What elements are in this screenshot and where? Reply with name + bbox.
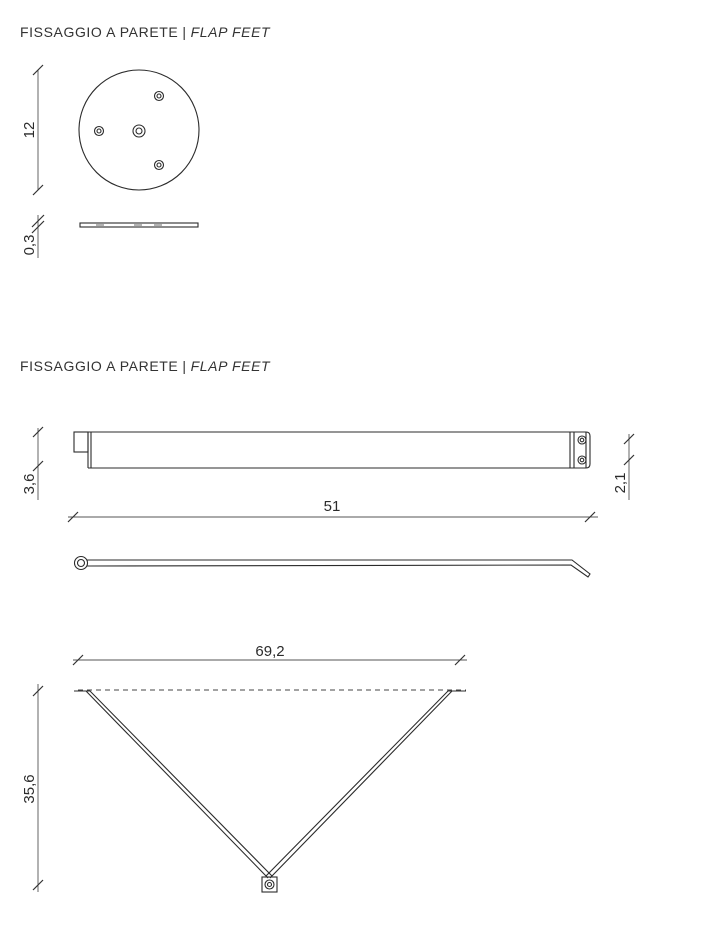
plate-screw-hole — [155, 161, 164, 170]
dimension-label-plate-thickness: 0,3 — [21, 234, 38, 256]
dimension-bar-length — [68, 498, 598, 522]
dimension-bracket-height — [21, 684, 43, 892]
plate-screw-hole — [95, 127, 104, 136]
bar-end-hole — [578, 456, 586, 464]
wall-plate-top-view — [79, 70, 199, 190]
section-1-subtitle: FLAP FEET — [190, 24, 271, 40]
dimension-bar-end-height — [612, 434, 634, 500]
section-2-title: FISSAGGIO A PARETE — [20, 358, 179, 374]
dimension-bar-height — [21, 427, 43, 500]
dimension-plate-thickness — [21, 215, 44, 258]
bar-top-view — [75, 557, 591, 578]
section-1-title: FISSAGGIO A PARETE — [20, 24, 179, 40]
bar-end-hole — [578, 436, 586, 444]
bracket-front-view — [74, 690, 466, 892]
dimension-bracket-width — [73, 643, 467, 665]
heading-separator: | — [182, 24, 187, 40]
plate-screw-hole — [155, 92, 164, 101]
dimension-label-plate-diameter: 12 — [21, 121, 38, 139]
heading-separator: | — [182, 358, 187, 374]
dimension-label-bar-length: 51 — [323, 498, 341, 515]
dimension-label-bracket-height: 35,6 — [21, 774, 38, 804]
section-2-subtitle: FLAP FEET — [190, 358, 271, 374]
dimension-label-bar-height: 3,6 — [21, 473, 38, 495]
dimension-plate-diameter — [21, 65, 43, 195]
bar-front-view — [74, 432, 590, 468]
wall-plate-side-view — [80, 223, 198, 227]
bracket-mount-hole — [265, 880, 274, 889]
plate-center-hole — [133, 125, 145, 137]
bracket-mount-square — [262, 877, 277, 892]
dimension-label-bracket-width: 69,2 — [255, 643, 285, 660]
dimension-label-bar-end-height: 2,1 — [612, 472, 629, 494]
